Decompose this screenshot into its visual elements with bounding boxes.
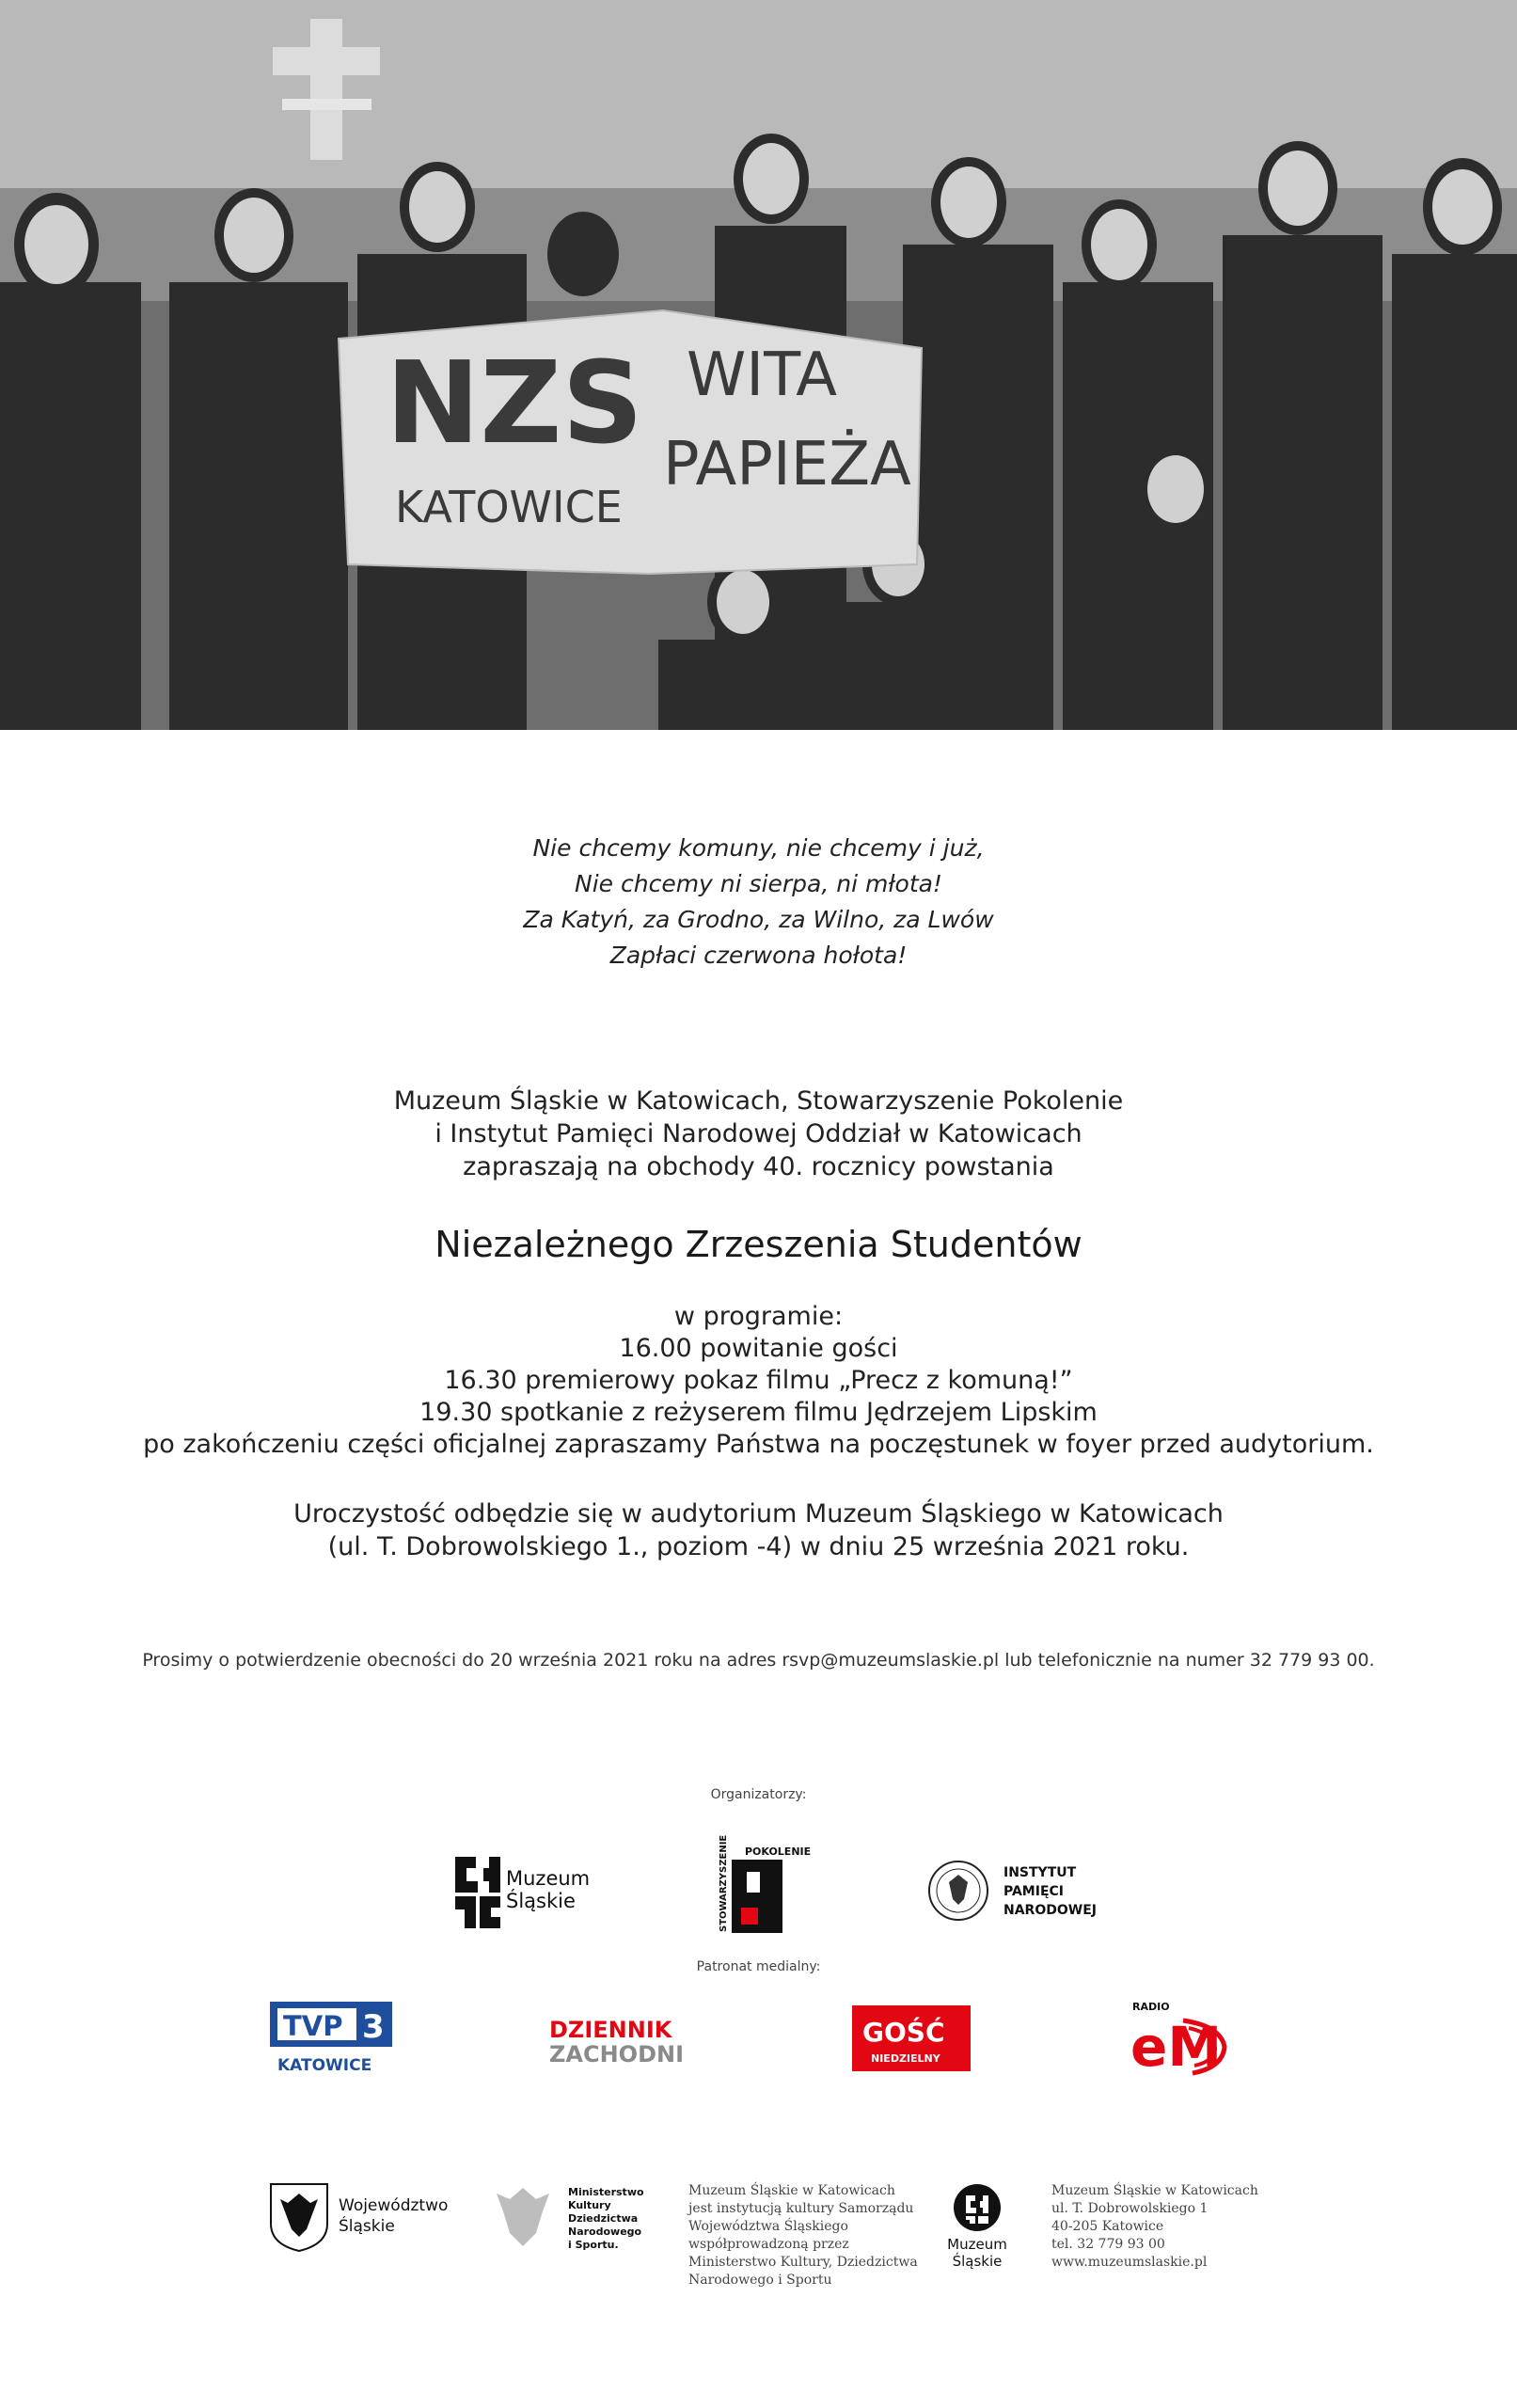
ministry-eagle-icon — [489, 2182, 649, 2258]
program-item: po zakończeniu części oficjalnej zapraszamy Państwa na poczęstunek w foyer przed audytorium. — [143, 1430, 1374, 1459]
venue — [0, 1497, 1517, 1563]
woj-text: Województwo — [339, 2196, 449, 2215]
gosc-text: GOŚĆ — [862, 2017, 945, 2048]
em-text: eM — [1130, 2015, 1223, 2079]
ipn-logo[interactable] — [926, 1858, 1114, 1924]
ministry-culture-logo[interactable] — [489, 2182, 649, 2258]
ministry-text: Ministerstwo — [568, 2186, 644, 2198]
gosc-niedzielny-mark-icon — [852, 2005, 971, 2071]
media-heading: Patronat medialny: — [696, 1959, 821, 1974]
ministry-text: Kultury — [568, 2199, 611, 2211]
muzeum-slaskie-mark-icon — [453, 1855, 594, 1930]
museum-contact-info: Muzeum Śląskie w Katowicach ul. T. Dobrowolskiego 1 40-205 Katowice tel. 32 779 93 00 www.muzeumslaskie.pl — [1051, 2183, 1258, 2270]
radio-em-mark-icon — [1127, 1998, 1240, 2079]
intro-line: zapraszają na obchody 40. rocznicy powstania — [463, 1152, 1054, 1181]
poem-line: Zapłaci czerwona hołota! — [609, 942, 908, 969]
banner-text-katowice: KATOWICE — [395, 482, 623, 532]
radio-em-logo[interactable] — [1127, 1998, 1240, 2079]
eagle-shield-icon — [269, 2182, 466, 2253]
muzeum-slaskie-small-logo[interactable] — [944, 2182, 1010, 2269]
stowarzyszenie-pokolenie-logo[interactable] — [713, 1834, 812, 1935]
banner-text-papieza: PAPIEŻA — [663, 430, 911, 499]
dziennik-zachodni-logo[interactable] — [547, 2015, 698, 2067]
gosc-niedzielny-logo[interactable] — [852, 2005, 971, 2071]
poem-line: Nie chcemy komuny, nie chcemy i już, — [532, 834, 985, 862]
woj-text: Śląskie — [339, 2217, 395, 2236]
ipn-eagle-seal-icon — [926, 1858, 1114, 1924]
tvp-number: 3 — [362, 2008, 385, 2046]
intro-line: i Instytut Pamięci Narodowej Oddział w Katowicach — [435, 1119, 1082, 1149]
tvp-text: TVP — [283, 2010, 343, 2042]
dziennik-text: DZIENNIK — [549, 2017, 672, 2043]
ipn-text: PAMIĘCI — [1003, 1884, 1064, 1899]
pokolenie-top-text: POKOLENIE — [745, 1846, 812, 1858]
muzeum-small-text: Śląskie — [952, 2253, 1003, 2270]
muzeum-logo-text: Śląskie — [506, 1890, 576, 1912]
dziennik-zachodni-mark-icon — [547, 2015, 698, 2067]
banner-text-wita: WITA — [687, 341, 838, 410]
rsvp-note: Prosimy o potwierdzenie obecności do 20 września 2021 roku na adres rsvp@muzeumslaskie.pl lub telefonicznie na numer 32 779 93 00. — [142, 1650, 1375, 1671]
banner-text-nzs: NZS — [386, 339, 643, 469]
intro-line: Muzeum Śląskie w Katowicach, Stowarzyszenie Pokolenie — [393, 1086, 1124, 1116]
niedzielny-text: NIEDZIELNY — [871, 2052, 940, 2065]
ministry-text: Dziedzictwa — [568, 2212, 639, 2225]
program — [0, 1301, 1517, 1461]
program-heading: w programie: — [673, 1302, 844, 1331]
ministry-text: Narodowego — [568, 2226, 642, 2238]
pokolenie-mark-icon — [713, 1834, 812, 1935]
program-item: 19.30 spotkanie z reżyserem filmu Jędrzejem Lipskim — [419, 1398, 1098, 1427]
organizers-heading: Organizatorzy: — [710, 1787, 807, 1802]
cross-icon — [310, 19, 342, 160]
zachodni-text: ZACHODNI — [549, 2041, 685, 2067]
poem-line: Za Katyń, za Grodno, za Wilno, za Lwów — [523, 906, 994, 933]
poem — [0, 831, 1517, 974]
ipn-text: NARODOWEJ — [1003, 1903, 1097, 1918]
pokolenie-vertical-text: STOWARZYSZENIE — [719, 1834, 729, 1932]
program-item: 16.30 premierowy pokaz filmu „Precz z komuną!” — [444, 1366, 1073, 1395]
muzeum-slaskie-logo[interactable] — [453, 1855, 594, 1930]
venue-line: Uroczystość odbędzie się w audytorium Muzeum Śląskiego w Katowicach — [293, 1499, 1224, 1529]
poem-line: Nie chcemy ni sierpa, ni młota! — [575, 870, 942, 897]
muzeum-small-mark-icon — [944, 2182, 1010, 2269]
tvp3-katowice-logo[interactable] — [268, 2000, 395, 2075]
tvp3-mark-icon — [268, 2000, 395, 2075]
museum-status-info: Muzeum Śląskie w Katowicach jest instytucją kultury Samorządu Województwa Śląskiego współprowadzoną przez Ministerstwo Kultury, Dziedzictwa Narodowego i Sportu — [688, 2183, 918, 2288]
ministry-text: i Sportu. — [568, 2239, 619, 2251]
event-title: Niezależnego Zrzeszenia Studentów — [435, 1224, 1082, 1265]
wojewodztwo-slaskie-logo[interactable] — [269, 2182, 466, 2253]
ipn-text: INSTYTUT — [1003, 1865, 1077, 1880]
tvp-city: KATOWICE — [277, 2056, 372, 2075]
program-item: 16.00 powitanie gości — [619, 1334, 898, 1363]
venue-line: (ul. T. Dobrowolskiego 1., poziom -4) w dniu 25 września 2021 roku. — [327, 1532, 1190, 1561]
invitation-intro — [0, 1085, 1517, 1183]
muzeum-logo-text: Muzeum — [506, 1867, 591, 1890]
header-photo — [0, 0, 1517, 730]
muzeum-small-text: Muzeum — [947, 2236, 1007, 2253]
radio-text: RADIO — [1132, 2001, 1170, 2013]
photo-illustration — [0, 0, 1517, 730]
